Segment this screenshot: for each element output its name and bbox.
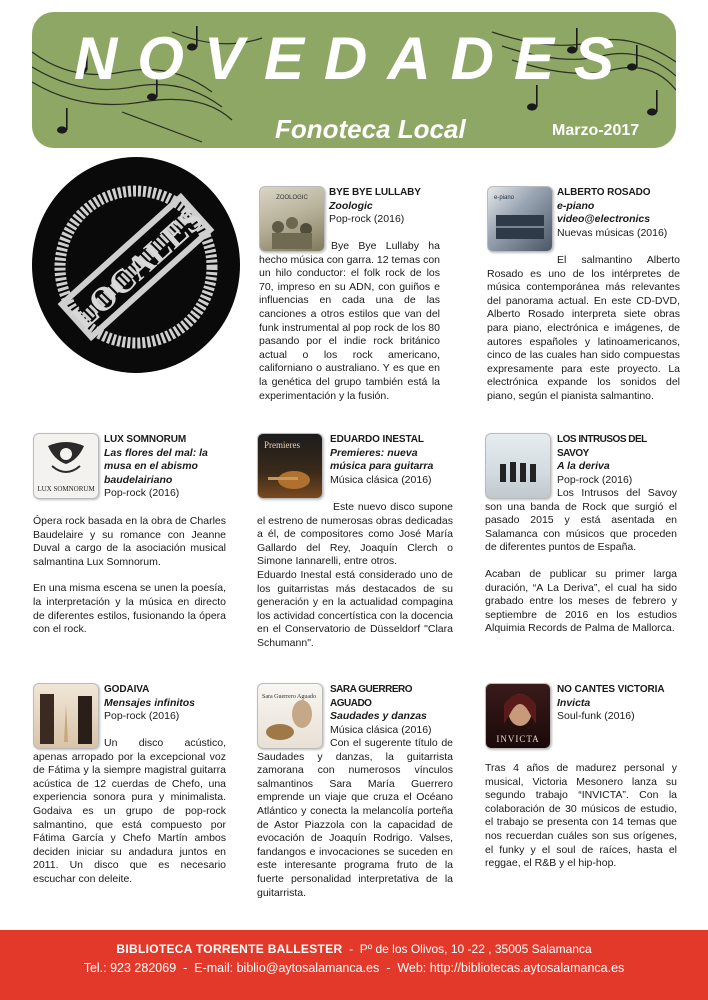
locales-stamp-logo <box>30 155 243 375</box>
album-entry <box>487 186 680 406</box>
artist-name: NO CANTES VICTORIA <box>557 684 665 695</box>
album-description <box>485 762 677 884</box>
issue-date: Marzo-2017 <box>552 122 640 139</box>
album-description <box>259 240 440 416</box>
album-genre: Música clásica (2016) <box>330 473 432 486</box>
svg-text:e-piano: e-piano <box>494 195 515 201</box>
header-banner <box>32 12 676 148</box>
description-paragraph: Con el sugerente título de Saudades y danzas, la guitarrista zamorana con numerosos vínculos salmantinos Sara María Guerrero emprende un viaje que cruza el Océano Atlántico y conecta la melancolía porteña de Astor Piazzola con la capacidad de evocación de Joaquín Rodrigo. Valses, fandangos e invocaciones se suceden en este interesante programa fruto de la fuerte personalidad interpretativa de la guitarrista. <box>257 737 453 899</box>
album-genre: Música clásica (2016) <box>330 723 432 736</box>
artist-name: GODAIVA <box>104 684 150 695</box>
library-phone: Tel.: 923 282069 <box>83 961 177 975</box>
description-paragraph: Acaban de publicar su primer larga duración, “A La Deriva”, el cual ha sido grabado entre los meses de febrero y septiembre de 2016 en los estudios Alquimia Records de Palma de Mallorca. <box>485 567 677 635</box>
album-cover-image <box>485 683 551 749</box>
album-title: Invicta <box>557 696 591 709</box>
library-name: BIBLIOTECA TORRENTE BALLESTER <box>116 942 343 956</box>
description-paragraph: El salmantino Alberto Rosado es uno de los intérpretes de música contemporánea más relevantes del panorama actual. En este CD-DVD, Alberto Rosado interpreta siete obras para piano, electrónica e imágenes, de autores españoles y latinoamericanos, cinco de las cuales han sido compuestas expresamente para este proyecto. La electrónica expande los sonidos del piano, según el pianista salmantino. <box>487 254 680 402</box>
artist-name: LOS INTRUSOS DEL SAVOY <box>557 434 647 459</box>
stamp-text: LOCALES <box>64 200 211 337</box>
album-title: e-piano video@electronics <box>557 199 651 226</box>
footer-separator: - <box>386 961 391 975</box>
album-title: Mensajes infinitos <box>104 696 196 709</box>
description-paragraph: En una misma escena se unen la poesía, la interpretación y la música en directo de diferentes estilos, fusionando la ópera con el rock. <box>33 582 226 636</box>
library-web-link[interactable]: Web: http://bibliotecas.aytosalamanca.es <box>397 961 625 975</box>
description-paragraph: Bye Bye Lullaby ha hecho música con garra. 12 temas con un hilo conductor: el folk rock de los 70, impreso en su ADN, con guiños e influencias en cada una de las canciones a otros estilos que van del funk instrumental al pop rock de los 80 pasando por el indie rock británico actual o los rock americano, californiano o australiano. Y es que en la genética del grupo también está la experimentación y la fusión. <box>259 240 440 402</box>
album-entry <box>33 683 226 893</box>
album-genre: Pop-rock (2016) <box>104 710 180 723</box>
page-subtitle: Fonoteca Local <box>275 114 466 144</box>
album-entry <box>259 186 440 406</box>
footer-separator: - <box>349 942 354 956</box>
album-genre: Pop-rock (2016) <box>104 487 180 500</box>
artist-name: BYE BYE LULLABY <box>329 187 421 198</box>
album-entry <box>257 683 453 903</box>
album-entry <box>33 433 226 653</box>
artist-name: LUX SOMNORUM <box>104 434 187 445</box>
footer-separator: - <box>183 961 188 975</box>
artist-name: ALBERTO ROSADO <box>557 187 651 198</box>
album-title: A la deriva <box>557 460 610 473</box>
artist-name: SARA GUERRERO AGUADO <box>330 684 413 709</box>
svg-text:LUX SOMNORUM: LUX SOMNORUM <box>37 485 95 493</box>
album-genre: Pop-rock (2016) <box>329 213 405 226</box>
album-genre: Pop-rock (2016) <box>557 473 633 486</box>
album-description <box>33 737 226 900</box>
footer-contact-bar <box>0 930 708 1000</box>
description-paragraph: Tras 4 años de madurez personal y musical, Victoria Mesonero lanza su segundo trabajo “INVICTA”. Con la colaboración de 30 músicos de estudio, el trabajo se presenta con 14 temas que nos recuerdan cuáles son sus orígenes, el funky y el soul de raíces, hasta el reggae, el R&B y el hip-hop. <box>485 762 677 870</box>
description-paragraph: Los Intrusos del Savoy son una banda de Rock que surgió el pasado 2015 y está asentada en Salamanca con músicos que proceden de diferentes puntos de España. <box>485 487 677 554</box>
album-title: Zoologic <box>329 199 373 212</box>
footer-address-line <box>0 942 708 956</box>
album-cover-image <box>257 433 323 499</box>
description-paragraph: Eduardo Inestal está considerado uno de los guitarristas más destacados de su generación y en la actualidad compagina los actividad concertística con la docencia en el Conservatorio de Düsseldorf "Clara Schumann". <box>257 568 453 649</box>
library-email-link[interactable]: E-mail: biblio@aytosalamanca.es <box>194 961 380 975</box>
footer-contact-line <box>0 961 708 975</box>
album-description <box>257 501 453 664</box>
artist-name: EDUARDO INESTAL <box>330 434 424 445</box>
album-title: Premieres: nueva música para guitarra <box>330 446 434 473</box>
album-entry <box>257 433 453 663</box>
album-cover-image <box>33 433 99 499</box>
album-title: Las flores del mal: la musa en el abismo baudelairiano <box>104 446 208 486</box>
svg-text:Premieres: Premieres <box>264 440 300 450</box>
description-paragraph: Ópera rock basada en la obra de Charles Baudelaire y su romance con Jeanne Duval a cargo de la asociación musical salmantina Lux Somnorum. <box>33 515 226 568</box>
album-genre: Nuevas músicas (2016) <box>557 226 668 239</box>
svg-text:INVICTA: INVICTA <box>496 734 540 744</box>
album-cover-image <box>487 186 553 252</box>
album-entry <box>485 683 677 893</box>
svg-text:Sara Guerrero Aguado: Sara Guerrero Aguado <box>262 694 316 700</box>
album-title: Saudades y danzas <box>330 710 427 723</box>
album-description <box>487 254 680 417</box>
album-description <box>485 487 677 649</box>
svg-text:ZOOLOGIC: ZOOLOGIC <box>276 195 308 201</box>
page-title: NOVEDADES <box>73 25 635 92</box>
library-address: Pº de los Olivos, 10 -22 , 35005 Salamanca <box>359 942 592 956</box>
album-entry <box>485 433 677 653</box>
description-paragraph: Este nuevo disco supone el estreno de numerosas obras dedicadas a él, de compositores como José María Gallardo del Rey, Joaquín Clerch o Simone Iannarelli, entre otros. <box>257 501 453 568</box>
album-description <box>257 737 453 913</box>
description-paragraph: Un disco acústico, apenas arropado por la excepcional voz de Fátima y la siempre magistral guitarra acústica de 12 cuerdas de Chefo, una experiencia sonora pura y minimalista. Godaiva es un grupo de pop-rock salmantino, que está compuesto por Fátima García y Chefo Martín ambos deciden iniciar su andadura juntos en 2011. Un disco que es necesario escuchar con deleite. <box>33 737 226 885</box>
album-genre: Soul-funk (2016) <box>557 710 635 723</box>
album-description <box>33 515 226 650</box>
